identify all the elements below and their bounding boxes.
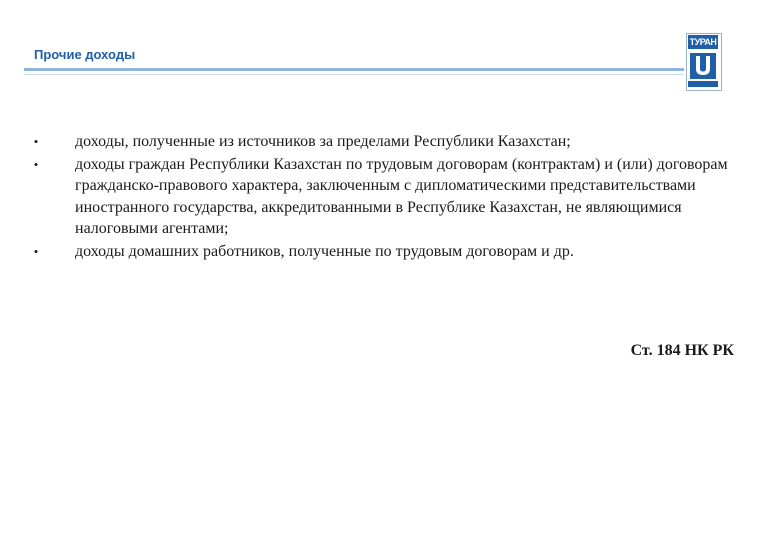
logo-brand-text: ТУРАН: [689, 37, 717, 47]
logo-u-mark-icon: [690, 53, 716, 79]
slide-title: Прочие доходы: [34, 47, 136, 62]
title-divider: [24, 68, 684, 71]
bullet-list: [30, 131, 750, 263]
bullet-icon: •: [33, 156, 39, 172]
bullet-icon: •: [33, 134, 39, 149]
bullet-icon: •: [33, 243, 39, 259]
list-item: [30, 154, 750, 240]
list-item-text: доходы граждан Республики Казахстан по трудовым договорам (контрактам) и (или) договорам гражданско-правового характера, заключенным с дипломатическими представительствами иностранного государства, аккредитованными в Республике Казахстан, не являющимися налоговыми агентами;: [75, 155, 728, 237]
logo-bottom-bar: [688, 81, 718, 87]
list-item: [30, 131, 750, 153]
list-item: [30, 241, 750, 263]
list-item-text: доходы домашних работников, полученные по трудовым договорам и др.: [75, 242, 574, 260]
list-item-text: доходы, полученные из источников за пределами Республики Казахстан;: [75, 133, 571, 150]
title-divider-thin: [24, 74, 684, 75]
turan-university-logo-icon: [686, 33, 722, 91]
legal-reference: Ст. 184 НК РК: [630, 342, 734, 359]
